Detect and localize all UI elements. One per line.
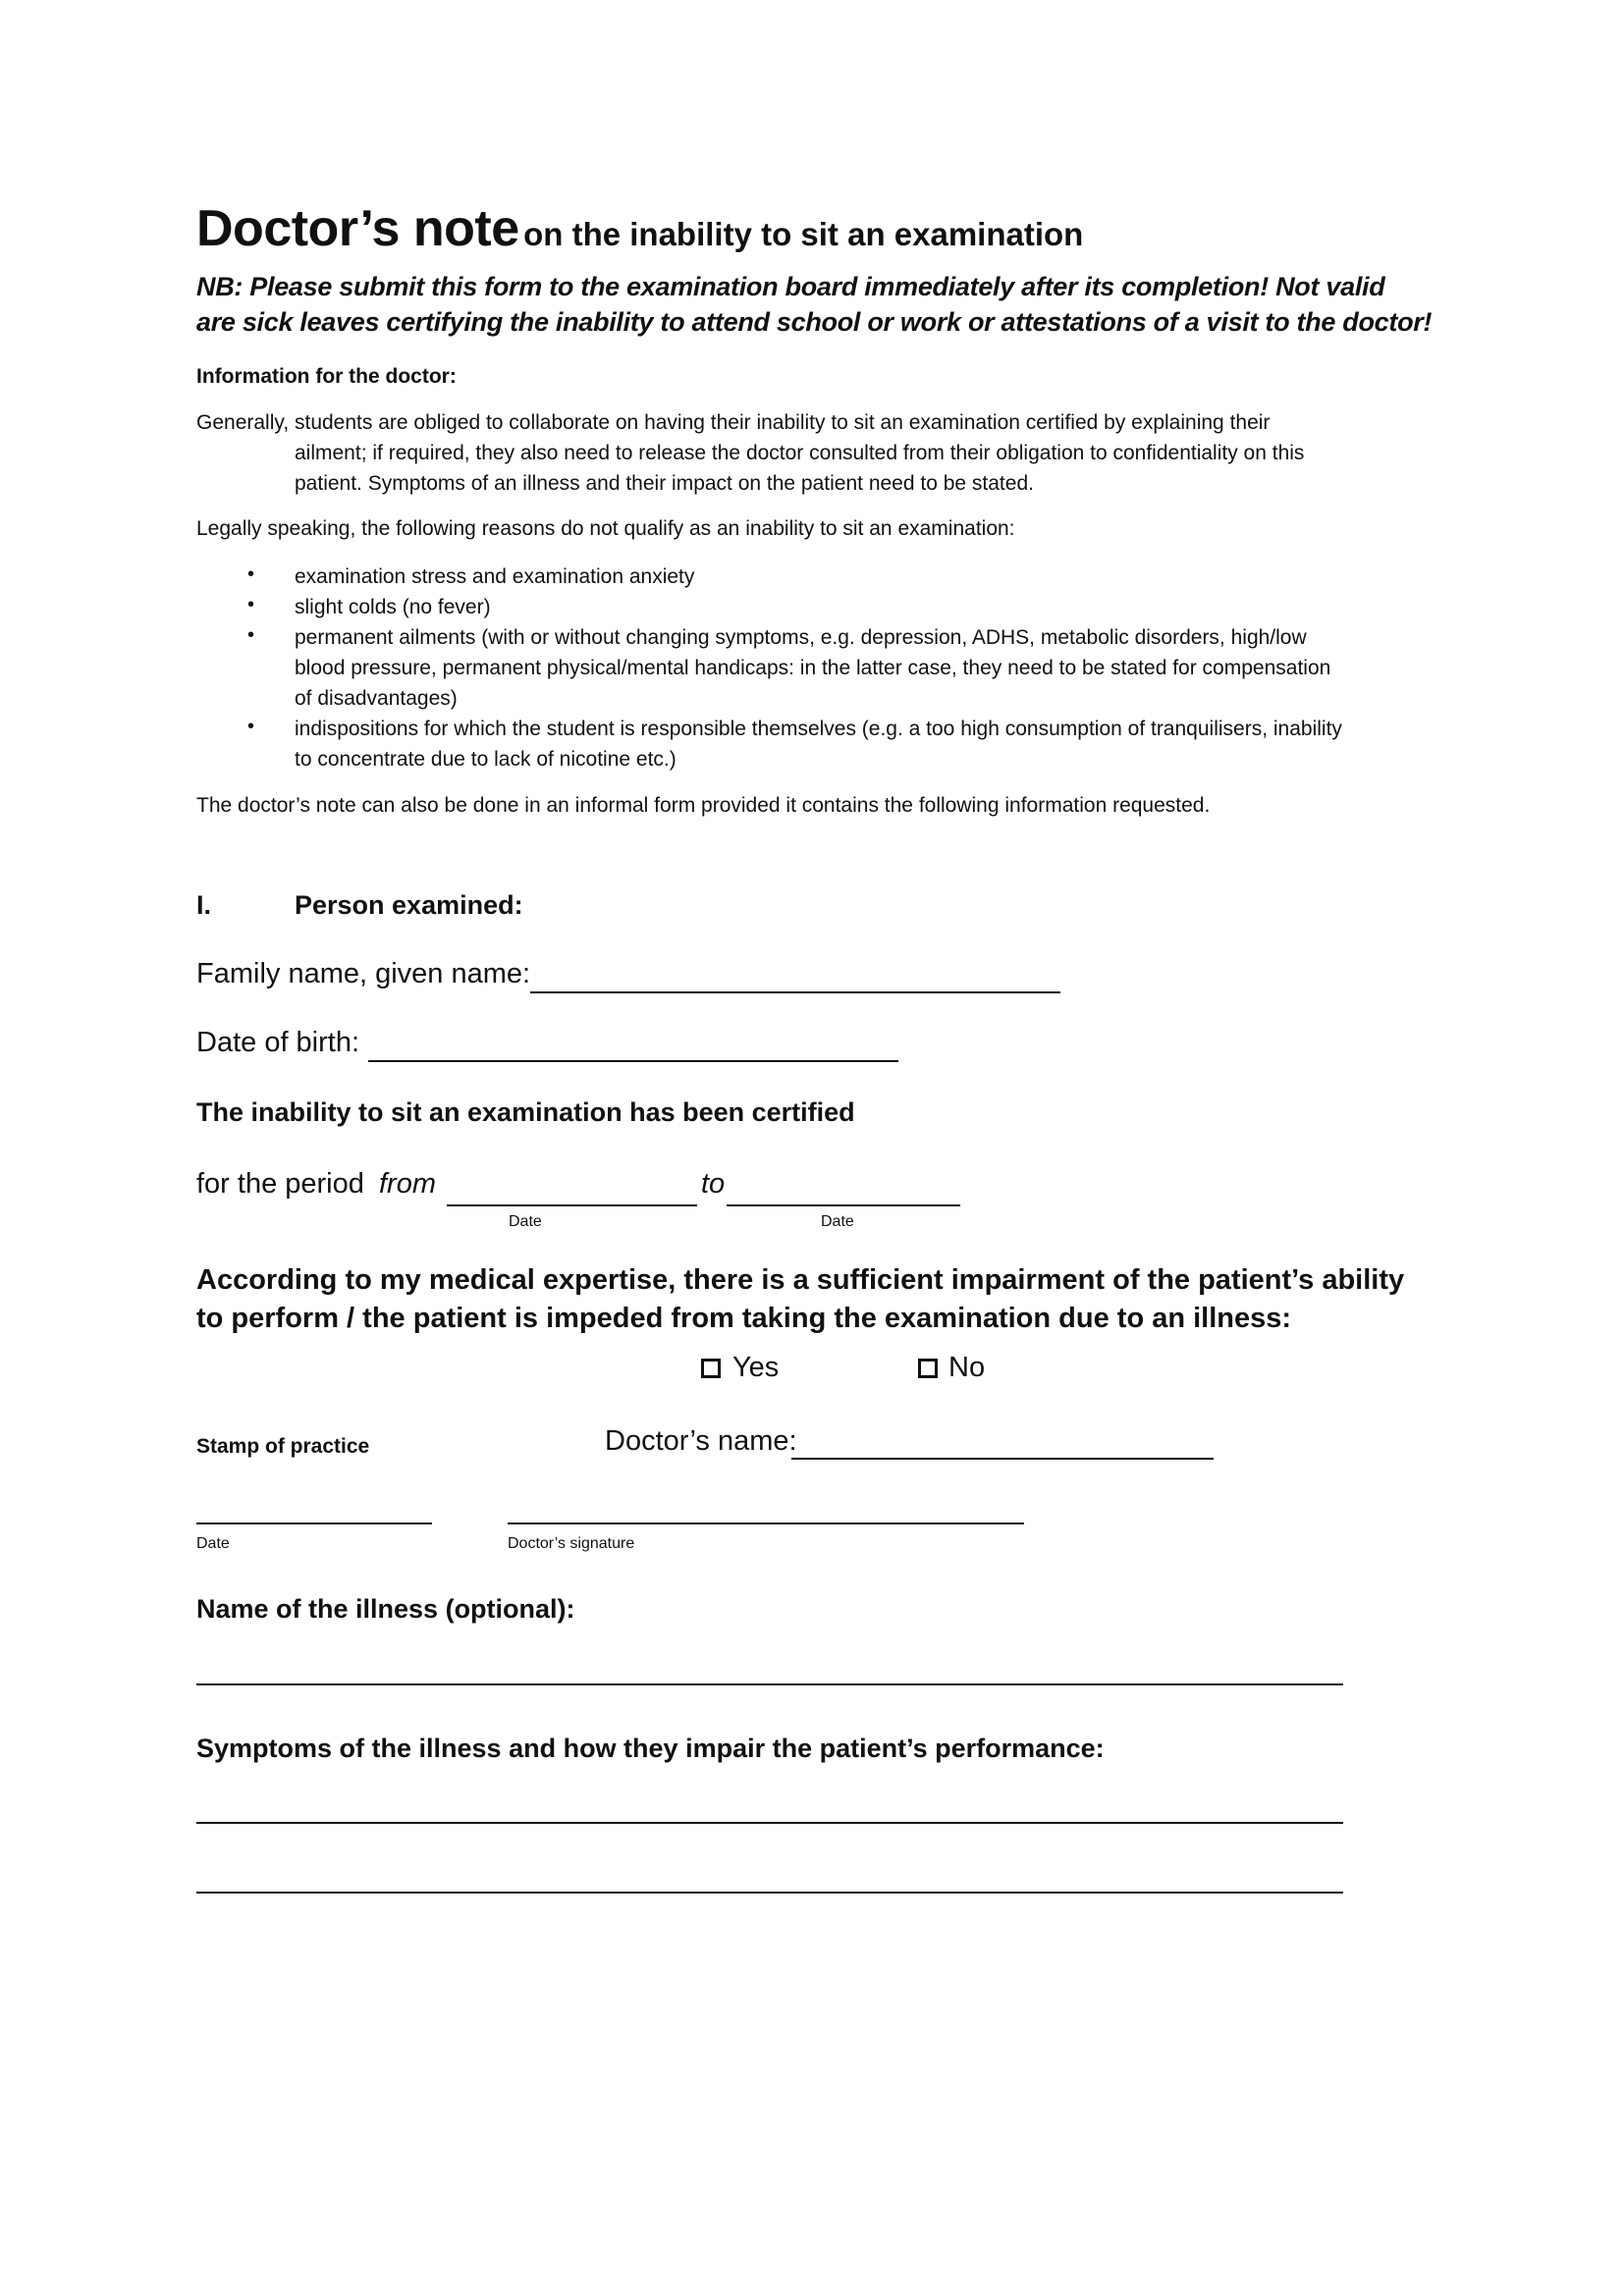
title-subtitle: on the inability to sit an examination <box>523 216 1084 252</box>
list-item: slight colds (no fever) <box>295 596 491 618</box>
bullet-icon: • <box>247 716 255 737</box>
list-item-continuation: of disadvantages) <box>295 687 458 710</box>
title-main: Doctor’s note <box>196 200 519 257</box>
doctor-name-label: Doctor’s name: <box>605 1425 797 1457</box>
certified-heading: The inability to sit an examination has been certified <box>196 1097 855 1127</box>
to-label: to <box>701 1168 726 1200</box>
signoff-date-field[interactable] <box>196 1522 432 1524</box>
list-item: permanent ailments (with or without changing symptoms, e.g. depression, ADHS, metabolic disorders, high/low <box>295 626 1307 649</box>
list-item: indispositions for which the student is responsible themselves (e.g. a too high consumption of tranquilisers, inability <box>295 718 1342 740</box>
assessment-question-line-2: to perform / the patient is impeded from taking the examination due to an illness: <box>196 1303 1292 1334</box>
info-paragraph-1-line-1: Generally, students are obliged to collaborate on having their inability to sit an examination certified by explaining their <box>196 411 1271 434</box>
nb-notice-line-1: NB: Please submit this form to the examination board immediately after its completion! Not valid <box>196 272 1385 301</box>
info-paragraph-2: Legally speaking, the following reasons do not qualify as an inability to sit an examination: <box>196 517 1015 540</box>
doctor-signature-field[interactable] <box>508 1522 1024 1524</box>
info-paragraph-1-line-2: ailment; if required, they also need to release the doctor consulted from their obligation to confidentiality on this <box>295 442 1305 464</box>
dob-field[interactable] <box>368 1060 898 1062</box>
bullet-icon: • <box>247 594 255 615</box>
info-paragraph-3: The doctor’s note can also be done in an informal form provided it contains the following information requested. <box>196 794 1211 817</box>
to-date-sublabel: Date <box>821 1213 854 1230</box>
symptoms-heading: Symptoms of the illness and how they impair the patient’s performance: <box>196 1734 1105 1763</box>
illness-name-field[interactable] <box>196 1683 1343 1685</box>
list-item-continuation: to concentrate due to lack of nicotine etc.) <box>295 748 677 771</box>
from-date-field[interactable] <box>447 1204 697 1206</box>
assessment-question-line-1: According to my medical expertise, there is a sufficient impairment of the patient’s ability <box>196 1264 1405 1296</box>
no-checkbox[interactable] <box>918 1359 938 1378</box>
yes-checkbox[interactable] <box>701 1359 721 1378</box>
section-number: I. <box>196 890 212 920</box>
info-heading: Information for the doctor: <box>196 365 457 388</box>
family-name-field[interactable] <box>530 991 1060 993</box>
yes-label: Yes <box>732 1352 780 1383</box>
list-item: examination stress and examination anxiety <box>295 565 695 588</box>
illness-name-heading: Name of the illness (optional): <box>196 1594 575 1624</box>
signoff-date-label: Date <box>196 1535 230 1552</box>
nb-notice-line-2: are sick leaves certifying the inability to attend school or work or attestations of a visit to the doctor! <box>196 307 1433 337</box>
no-label: No <box>948 1352 986 1383</box>
to-date-field[interactable] <box>727 1204 960 1206</box>
bullet-icon: • <box>247 624 255 646</box>
family-name-label: Family name, given name: <box>196 958 531 989</box>
period-label: for the period <box>196 1168 364 1200</box>
symptoms-field-line-2[interactable] <box>196 1892 1343 1894</box>
bullet-icon: • <box>247 563 255 585</box>
section-heading: Person examined: <box>295 890 523 920</box>
list-item-continuation: blood pressure, permanent physical/mental handicaps: in the latter case, they need to be stated for compensation <box>295 657 1331 679</box>
dob-label: Date of birth: <box>196 1027 360 1058</box>
from-date-sublabel: Date <box>509 1213 542 1230</box>
doctor-name-field[interactable] <box>791 1458 1214 1460</box>
info-paragraph-1-line-3: patient. Symptoms of an illness and their impact on the patient need to be stated. <box>295 472 1034 495</box>
from-label: from <box>379 1168 436 1200</box>
stamp-of-practice-label: Stamp of practice <box>196 1435 370 1458</box>
page-title <box>196 199 1083 258</box>
doctor-signature-label: Doctor’s signature <box>508 1535 635 1552</box>
symptoms-field-line-1[interactable] <box>196 1822 1343 1824</box>
